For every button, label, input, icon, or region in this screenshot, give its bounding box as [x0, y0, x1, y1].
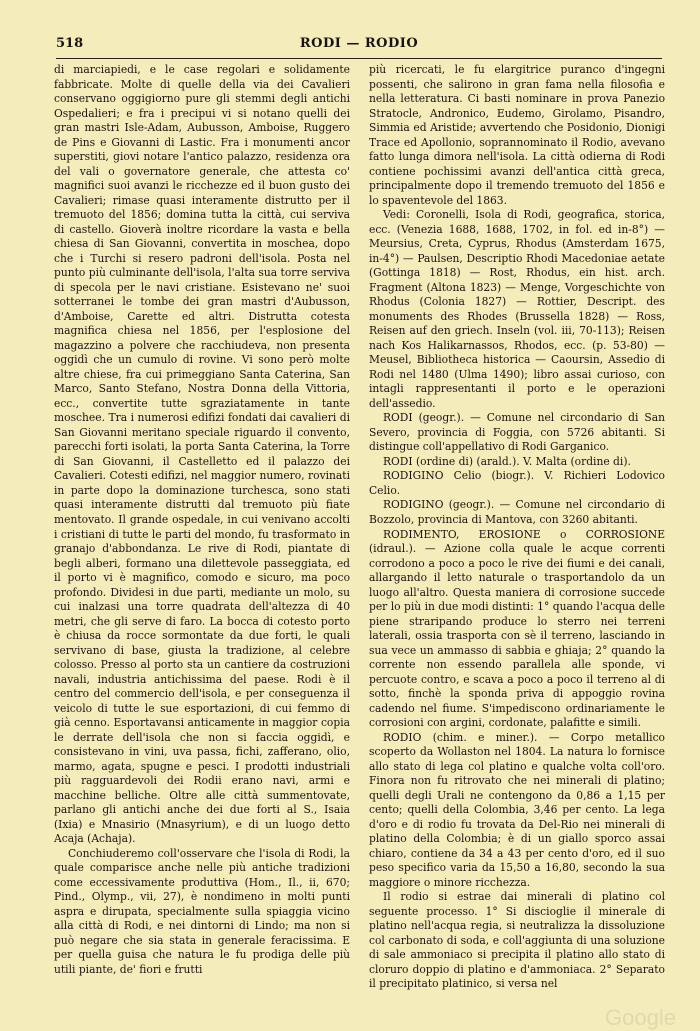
entry-rodi-geogr: RODI (geogr.). — Comune nel circondario di San Severo, provincia di Foggia, con 5726 abitanti. Si distingue coll'appellativo di Rodi Garganico. [369, 411, 665, 454]
right-column [369, 63, 665, 1003]
running-title: RODI — RODIO [299, 36, 419, 51]
paragraph: Conchiuderemo coll'osservare che l'isola di Rodi, la quale comparisce anche nelle più antiche tradizioni come eccessivamente produttiva (Hom., Il., ii, 670; Pind., Olymp., vii, 27), è nondimeno in molti punti aspra e dirupata, specialmente sulla spiaggia vicino alla città di Rodi, e nei dintorni di Lindo; ma non si può negare che sia stata in generale feracissima. E per quella guisa che natura le fu prodiga delle più utili piante, de' fiori e frutti [54, 846, 350, 976]
header-rule [56, 58, 662, 59]
paragraph: più ricercati, le fu elargitrice puranco d'ingegni possenti, che salirono in gran fama nella filosofia e nella letteratura. Ci basti nominare in prova Panezio Stratocle, Andronico, Eudemo, Girolamo, Pisandro, Simmia ed Aristide; avvertendo che Posidonio, Dionigi Trace ed Apollonio, soprannominato il Rodio, avevano fatto lunga dimora nell'isola. La città odierna di Rodi contiene pochissimi avanzi dell'antica città greca, principalmente dopo il tremendo tremuoto del 1856 e lo spaventevole del 1863. [369, 63, 665, 207]
watermark: Google [605, 1005, 676, 1030]
entry-rodigino-geogr: RODIGINO (geogr.). — Comune nel circondario di Bozzolo, provincia di Mantova, con 3260 abitanti. [369, 498, 665, 526]
page-number: 518 [56, 36, 84, 51]
left-column [54, 63, 350, 1003]
page-header [56, 34, 662, 56]
paragraph: Il rodio si estrae dai minerali di platino col seguente processo. 1° Si discioglie il minerale di platino nell'acqua regia, si neutralizza la dissoluzione col carbonato di soda, e coll'aggiunta di una soluzione di sale ammoniaco si precipita il platino allo stato di cloruro doppio di platino e d'ammoniaca. 2° Separato il precipitato platinico, si versa nel [369, 890, 665, 991]
entry-rodio: RODIO (chim. e miner.). — Corpo metallico scoperto da Wollaston nel 1804. La natura lo fornisce allo stato di lega col platino e qualche volta coll'oro. Finora non fu ritrovato che nei minerali di platino; quelli degli Urali ne contengono da 0,86 a 1,15 per cento; quelli della Colombia, 3,46 per cento. La lega d'oro e di rodio fu trovata da Del-Rio nei minerali di platino della Colombia; è di un giallo sporco assai chiaro, contiene da 34 a 43 per cento d'oro, ed il suo peso specifico varia da 15,50 a 16,80, secondo la sua maggiore o minore ricchezza. [369, 730, 665, 889]
entry-rodimento: RODIMENTO, EROSIONE o CORROSIONE (idraul.). — Azione colla quale le acque correnti corrodono a poco a poco le rive dei fiumi e dei canali, allargando il letto naturale o trasportandolo da un luogo all'altro. Questa maniera di corrosione succede per lo più in due modi distinti: 1° quando l'acqua delle piene straripando produce lo sterro nei terreni laterali, ossia trasporta con sè il terreno, lasciando in sua vece un ammasso di sabbia e ghiaja; 2° quando la corrente non essendo parallela alle sponde, vi percuote contro, e scava a poco a poco il terreno al di sotto, finchè la sponda priva di appoggio rovina cadendo nel fiume. S'impediscono ordinariamente le corrosioni con argini, cordonate, palafitte e simili. [369, 527, 665, 730]
paragraph: Vedi: Coronelli, Isola di Rodi, geografica, storica, ecc. (Venezia 1688, 1688, 1702, in fol. ed in-8°) — Meursius, Creta, Cyprus, Rhodus (Amsterdam 1675, in-4°) — Paulsen, Descriptio Rhodi Macedoniae aetate (Gottinga 1818) — Rost, Rhodus, ein hist. arch. Fragment (Altona 1823) — Menge, Vorgeschichte von Rhodus (Colonia 1827) — Rottier, Descript. des monuments des Rhodes (Brussella 1828) — Ross, Reisen auf den griech. Inseln (vol. iii, 70-113); Reisen nach Kos Halikarnassos, Rhodos, ecc. (p. 53-80) — Meusel, Bibliotheca historica — Caoursin, Assedio di Rodi nel 1480 (Ulma 1490); libro assai curioso, con intagli rappresentanti il porto e le operazioni dell'assedio. [369, 208, 665, 410]
entry-rodigino-celio: RODIGINO Celio (biogr.). V. Richieri Lodovico Celio. [369, 469, 665, 497]
paragraph: di marciapiedi, e le case regolari e solidamente fabbricate. Molte di quelle della via dei Cavalieri conservano oggigiorno pure gli stemmi degli antichi Ospedalieri; e fra i precipui vi si notano quelli dei gran mastri Isle-Adam, Aubusson, Amboise, Ruggero de Pins e Giovanni di Lastic. Fra i monumenti ancor superstiti, giovi notare l'antico palazzo, residenza ora del vali o governatore generale, che attesta co' magnifici suoi avanzi le ricchezze ed il buon gusto dei Cavalieri; rimase quasi interamente distrutto per il tremuoto del 1856; domina tutta la città, cui serviva di castello. Gioverà inoltre ricordare la vasta e bella chiesa di San Giovanni, convertita in moschea, dopo che i Turchi si resero padroni dell'isola. Posta nel punto più culminante dell'isola, l'alta sua torre serviva di specola per le navi cristiane. Esistevano ne' suoi sotterranei le tombe dei gran mastri d'Aubusson, d'Amboise, Carette ed altri. Distrutta cotesta magnifica chiesa nel 1856, per l'esplosione del magazzino a polvere che racchiudeva, non presenta oggidì che un cumulo di rovine. Vi sono però molte altre chiese, fra cui primeggiano Santa Caterina, San Marco, Santo Stefano, Nostra Donna della Vittoria, ecc., convertite tutte sgraziatamente in tante moschee. Tra i numerosi edifizi fondati dai cavalieri di San Giovanni meritano speciale riguardo il convento, parecchi forti isolati, la porta Santa Caterina, la Torre di San Giovanni, il Castelletto ed il palazzo dei Cavalieri. Cotesti edifizi, nel maggior numero, rovinati in parte dopo la dominazione turchesca, sono stati quasi interamente distrutti dal tremuoto più fiate mentovato. Il grande ospedale, in cui venivano accolti i cristiani di tutte le parti del mondo, fu trasformato in granajo d'abbondanza. Le rive di Rodi, piantate di begli alberi, formano una dilettevole passeggiata, ed il porto vi è magnifico, comodo e sicuro, ma poco profondo. Dividesi in due parti, mediante un molo, su cui inalzasi una torre quadrata dell'altezza di 40 metri, che gli serve di faro. La bocca di cotesto porto è chiusa da rocce sormontate da due forti, le quali servivano di base, giusta la tradizione, al celebre colosso. Presso al porto sta un cantiere da costruzioni navali, industria antichissima del paese. Rodi è il centro del commercio dell'isola, e per conseguenza il veicolo di tutte le sue esportazioni, di cui femmo di già cenno. Esportavansi anticamente in maggior copia le derrate dell'isola che non si faccia oggidì, e consistevano in vini, uva passa, fichi, zafferano, olio, marmo, agata, spugne e pesci. I prodotti industriali più ragguardevoli dei Rodii erano navi, armi e macchine belliche. Oltre alle città summentovate, parlano gli antichi anche dei due forti al S., Isaia (Ixia) e Mnasirio (Mnasyrium), e di un luogo detto Acaja (Achaja). [54, 63, 350, 846]
entry-rodi-ordine: RODI (ordine di) (arald.). V. Malta (ordine di). [383, 454, 631, 468]
